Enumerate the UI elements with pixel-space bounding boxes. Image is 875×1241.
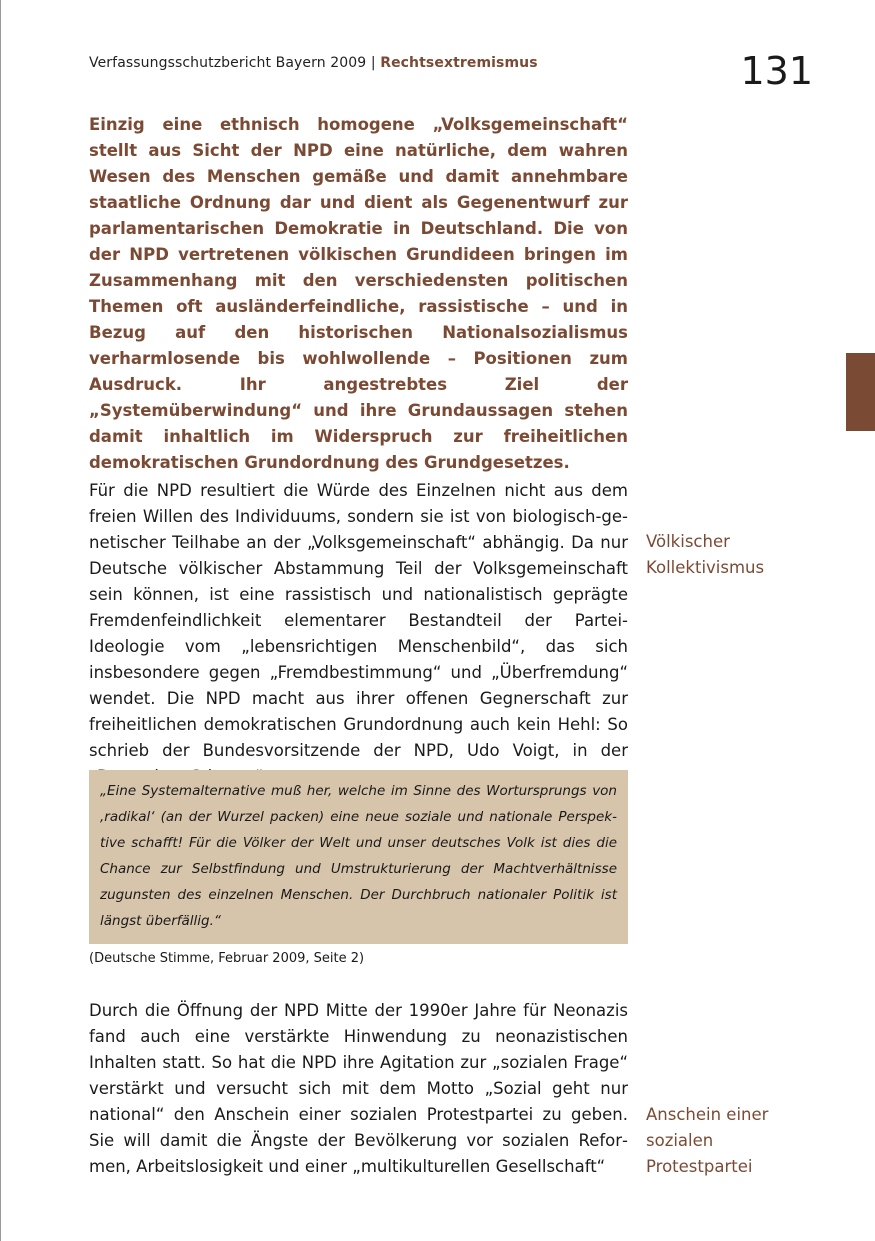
running-header (89, 55, 538, 71)
quote-source: (Deutsche Stimme, Februar 2009, Seite 2) (89, 951, 365, 966)
margin-note-line: Anschein einer (646, 1105, 769, 1124)
body-paragraph-2: Durch die Öffnung der NPD Mitte der 1990er Jahre für Neonazis fand auch eine verstärkte Hinwendung zu neonazistischen Inhalten statt. So hat die NPD ihre Agitation zur „sozialen Frage“ verstärkt und versucht sich mit dem Motto „Sozial geht nur national“ den Anschein einer sozialen Protestpartei zu geben. Sie will damit die Ängste der Bevölkerung vor sozialen Reformen, Arbeitslosigkeit und einer „multikulturellen Gesellschaft“ (89, 1001, 628, 1176)
margin-note-anschein-protestpartei (646, 1102, 846, 1180)
header-separator: | (366, 55, 381, 71)
quote-box (89, 770, 628, 944)
body-paragraph-1: Für die NPD resultiert die Würde des Einzelnen nicht aus dem freien Willen des Individuums, sondern sie ist von biologisch-genetischer Teilhabe an der „Volksgemeinschaft“ abhängig. Da nur Deutsche völkischer Abstammung Teil der Volksgemeinschaft sein können, ist eine rassistisch und nationalistisch geprägte Fremdenfeindlichkeit elementarer Bestandteil der Partei-Ideologie vom „lebensrichtigen Menschenbild“, das sich insbesondere gegen „Fremdbestimmung“ und „Überfremdung“ wendet. Die NPD macht aus ihrer offenen Gegnerschaft zur freiheitlichen demokratischen Grundordnung auch kein Hehl: So schrieb der Bundesvorsitzende der NPD, Udo Voigt, in der (89, 481, 628, 760)
lead-paragraph: Einzig eine ethnisch homogene „Volksgemeinschaft“ stellt aus Sicht der NPD eine natürliche, dem wahren Wesen des Menschen gemäße und damit annehmbare staatliche Ordnung dar und dient als Gegenentwurf zur parlamentarischen Demokratie in Deutschland. Die von der NPD vertretenen völkischen Grundideen bringen im Zusammenhang mit den verschiedensten politischen Themen oft ausländerfeindliche, rassistische – und in Bezug auf den historischen Nationalsozialismus verharmlosende bis wohlwollende – Positionen zum Ausdruck. Ihr angestrebtes Ziel der „Systemüberwindung“ und ihre Grundaussagen stehen damit inhaltlich im Widerspruch zur freiheitlichen demokratischen Grundordnung des Grundgesetzes. (89, 115, 628, 472)
page-edge-rule (0, 0, 1, 1241)
quote-text: „Eine Systemalternative muß her, welche im Sinne des Wortursprungs von ‚radikal‘ (an der Wurzel packen) eine neue soziale und nationale Perspektive schafft! Für die Völker der Welt und unser deutsches Volk ist dies die Chance zur Selbstfindung und Umstrukturierung der Machtverhältnisse zugunsten des einzelnen Menschen. Der Durchbruch nationaler Politik ist längst überfällig.“ (100, 783, 617, 929)
margin-note-line: sozialen (646, 1131, 714, 1150)
chapter-tab-marker (846, 353, 875, 431)
margin-note-line: Völkischer (646, 532, 730, 551)
section-title: Rechtsextremismus (380, 55, 538, 71)
margin-note-line: Protestpartei (646, 1157, 753, 1176)
margin-note-voelkischer-kollektivismus (646, 529, 846, 581)
page-number: 131 (740, 49, 813, 93)
report-title: Verfassungsschutzbericht Bayern 2009 (89, 55, 367, 71)
margin-note-line: Kollektivismus (646, 558, 765, 577)
